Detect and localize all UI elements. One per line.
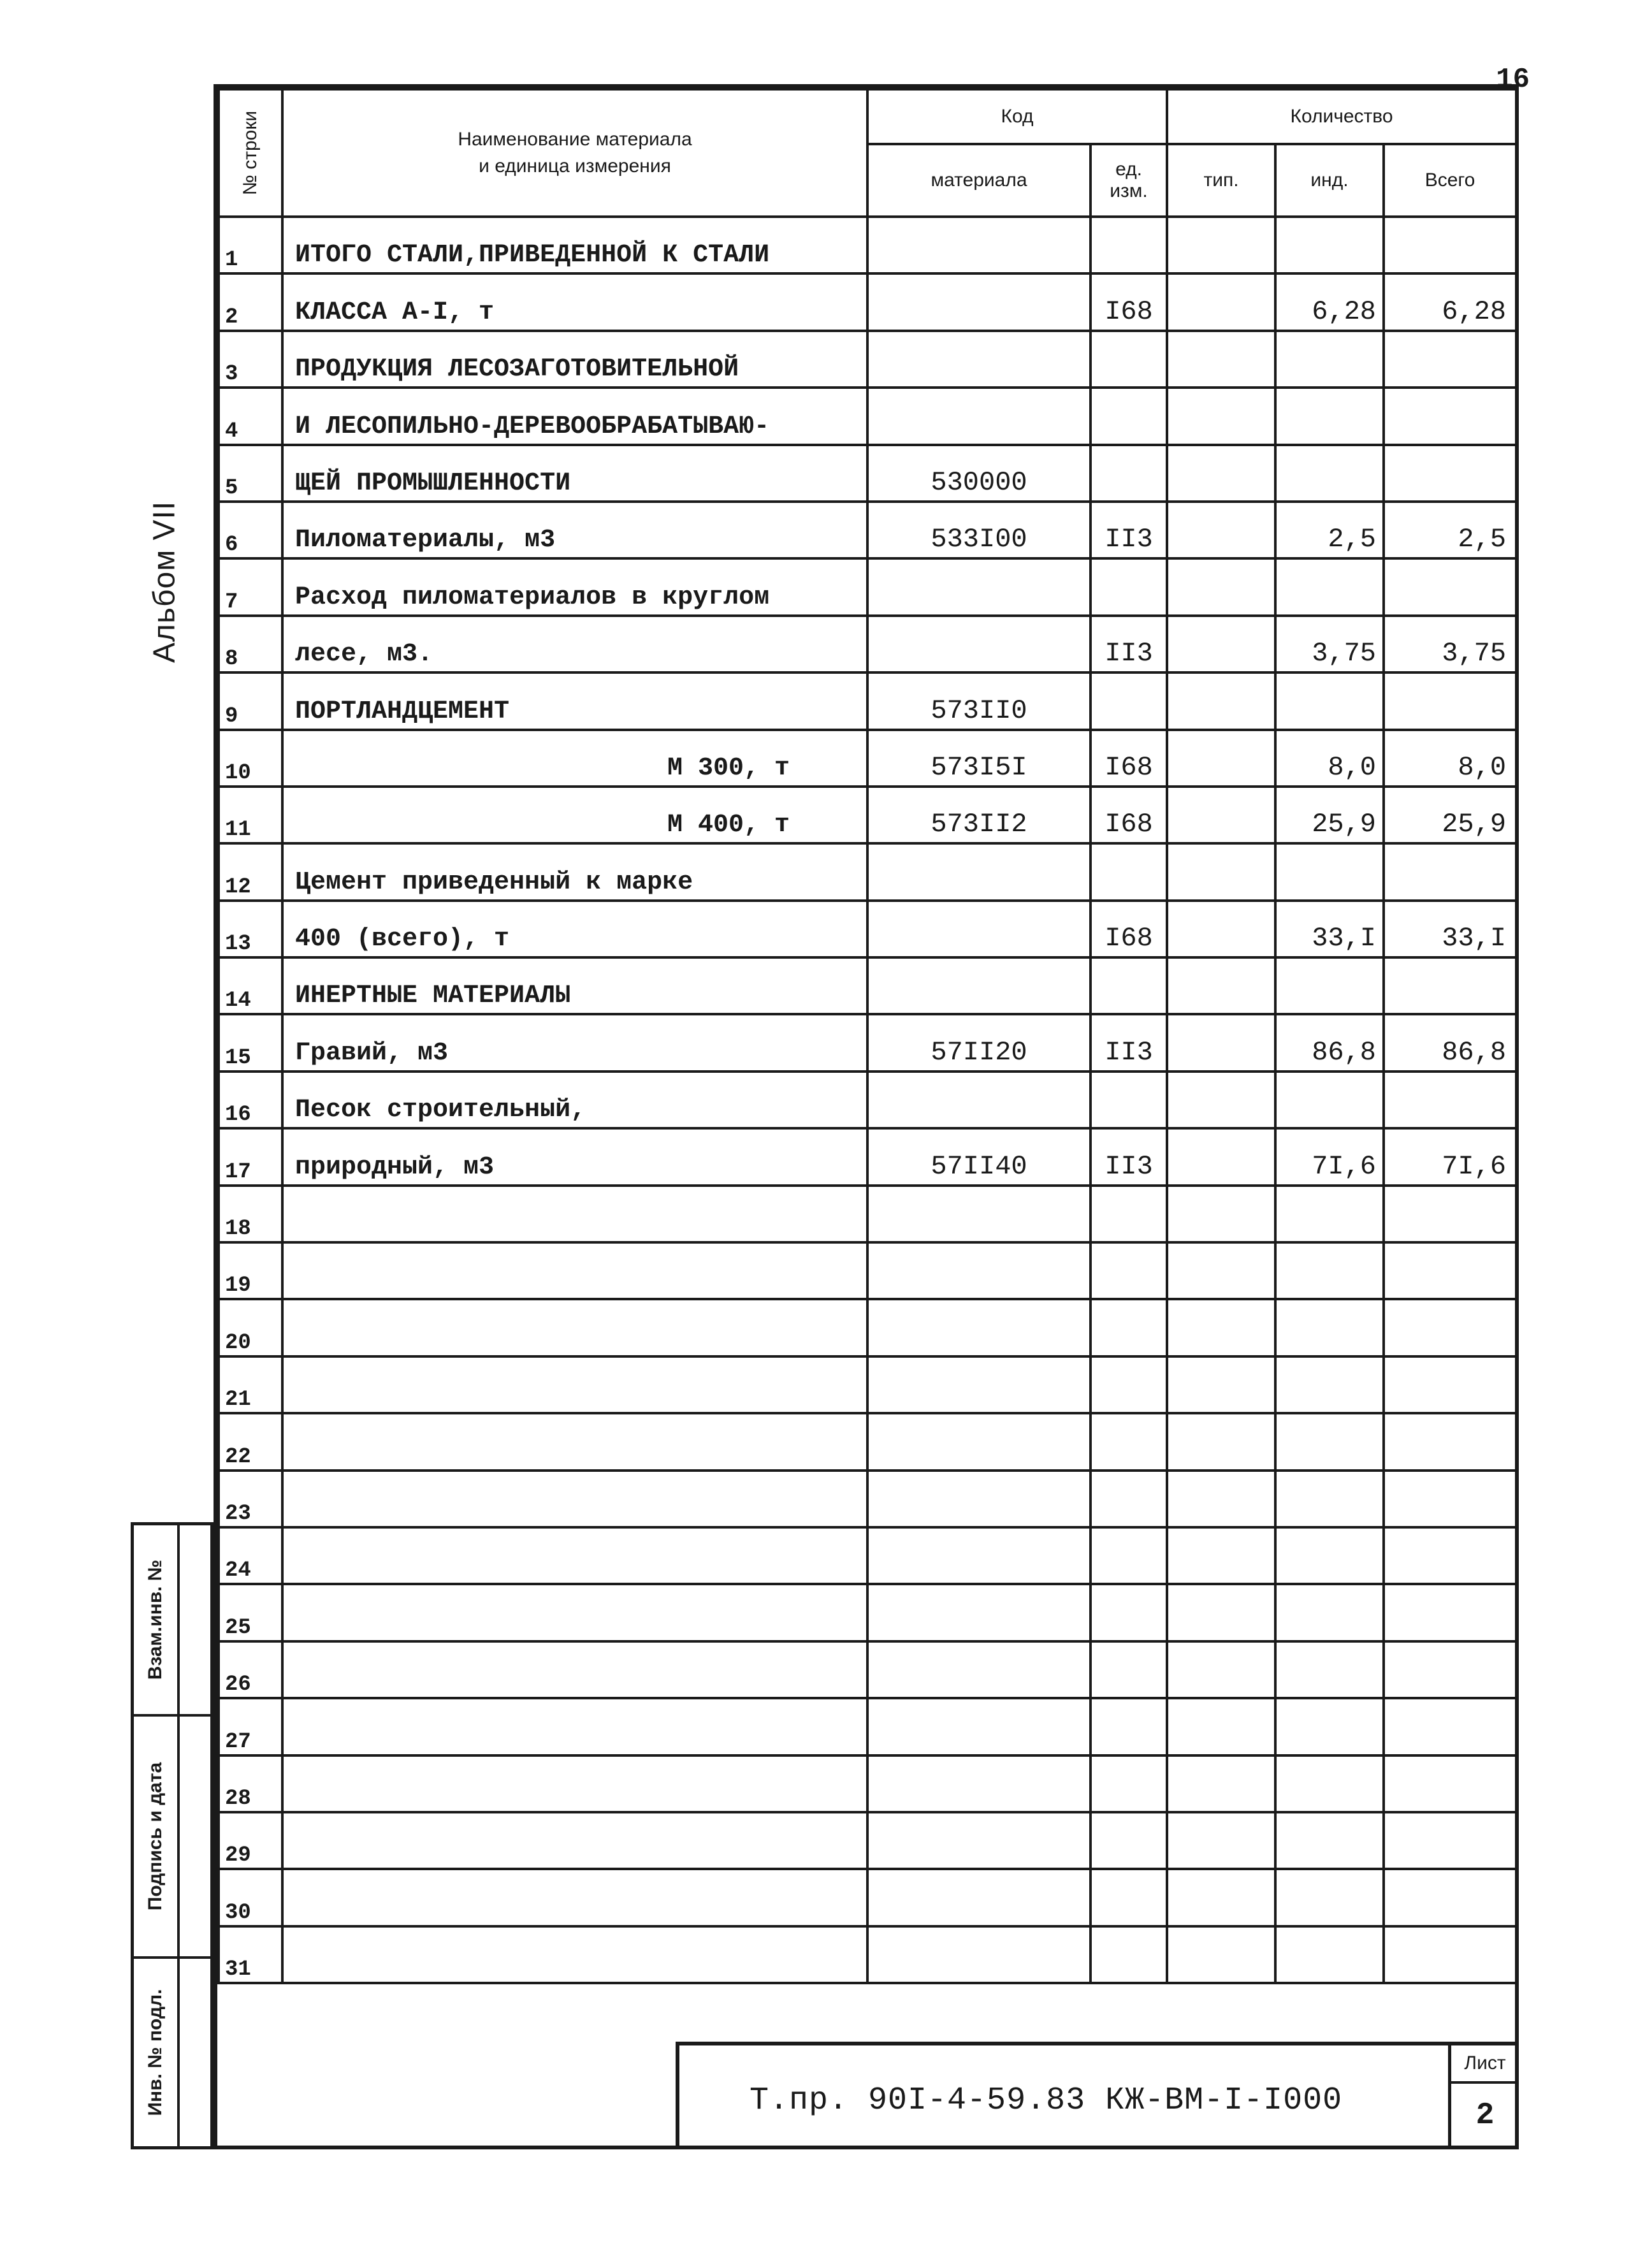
stamp-sign-date: Подпись и дата <box>134 1717 210 1959</box>
row-number: 9 <box>219 672 282 729</box>
material-name: лесе, м3. <box>282 616 867 672</box>
qty-typ <box>1167 1014 1275 1071</box>
material-name: ПРОДУКЦИЯ ЛЕСОЗАГОТОВИТЕЛЬНОЙ <box>282 331 867 388</box>
row-number: 13 <box>219 901 282 957</box>
row-number: 12 <box>219 843 282 900</box>
qty-total: 86,8 <box>1384 1014 1516 1071</box>
unit-code <box>1090 1072 1167 1128</box>
material-code: 57II20 <box>867 1014 1090 1071</box>
qty-typ <box>1167 388 1275 444</box>
row-number: 3 <box>219 331 282 388</box>
table-row <box>219 1471 1516 1527</box>
material-code <box>867 843 1090 900</box>
qty-ind <box>1275 1755 1384 1812</box>
row-number: 1 <box>219 217 282 273</box>
row-number: 23 <box>219 1471 282 1527</box>
qty-typ <box>1167 331 1275 388</box>
qty-ind <box>1275 1869 1384 1926</box>
material-code <box>867 1869 1090 1926</box>
sheet-label: Лист <box>1451 2045 1519 2084</box>
row-number: 4 <box>219 388 282 444</box>
qty-typ <box>1167 1128 1275 1185</box>
material-name: Песок строительный, <box>282 1072 867 1128</box>
material-code: 573II2 <box>867 787 1090 843</box>
qty-ind <box>1275 1584 1384 1641</box>
material-name <box>282 1527 867 1584</box>
material-name <box>282 1641 867 1698</box>
row-number: 2 <box>219 273 282 330</box>
material-name <box>282 1242 867 1299</box>
unit-code <box>1090 1242 1167 1299</box>
row-number: 7 <box>219 558 282 615</box>
unit-code <box>1090 672 1167 729</box>
unit-code <box>1090 1641 1167 1698</box>
qty-typ <box>1167 217 1275 273</box>
material-name: И ЛЕСОПИЛЬНО-ДЕРЕВООБРАБАТЫВАЮ- <box>282 388 867 444</box>
header-name: Наименование материала и единица измерения <box>282 89 867 217</box>
qty-total <box>1384 1186 1516 1242</box>
material-code <box>867 217 1090 273</box>
row-number: 31 <box>219 1926 282 1983</box>
qty-typ <box>1167 1072 1275 1128</box>
sheet-box <box>1448 2045 1519 2146</box>
unit-code: II3 <box>1090 502 1167 558</box>
row-number: 20 <box>219 1299 282 1356</box>
material-name <box>282 1584 867 1641</box>
qty-ind: 7I,6 <box>1275 1128 1384 1185</box>
qty-typ <box>1167 1698 1275 1755</box>
material-code <box>867 1299 1090 1356</box>
qty-ind: 2,5 <box>1275 502 1384 558</box>
qty-typ <box>1167 616 1275 672</box>
row-number: 28 <box>219 1755 282 1812</box>
stamp-inv-orig: Инв. № подл. <box>134 1959 210 2146</box>
row-number: 29 <box>219 1812 282 1869</box>
qty-ind <box>1275 217 1384 273</box>
qty-ind: 25,9 <box>1275 787 1384 843</box>
unit-code <box>1090 331 1167 388</box>
material-name <box>282 1926 867 1983</box>
material-code <box>867 1812 1090 1869</box>
table-row <box>219 901 1516 957</box>
qty-total: 6,28 <box>1384 273 1516 330</box>
unit-code <box>1090 217 1167 273</box>
material-code <box>867 1242 1090 1299</box>
qty-total <box>1384 445 1516 502</box>
unit-code <box>1090 388 1167 444</box>
qty-total <box>1384 1356 1516 1413</box>
unit-code: II3 <box>1090 1014 1167 1071</box>
unit-code <box>1090 445 1167 502</box>
qty-ind <box>1275 1926 1384 1983</box>
unit-code <box>1090 1186 1167 1242</box>
table-row <box>219 672 1516 729</box>
material-code <box>867 1698 1090 1755</box>
qty-total <box>1384 1812 1516 1869</box>
table-row <box>219 1356 1516 1413</box>
qty-total: 25,9 <box>1384 787 1516 843</box>
qty-ind <box>1275 957 1384 1014</box>
material-code <box>867 1926 1090 1983</box>
stamp-inv-replace: Взам.инв. № <box>134 1525 210 1717</box>
qty-total <box>1384 1584 1516 1641</box>
unit-code <box>1090 1527 1167 1584</box>
qty-ind <box>1275 1641 1384 1698</box>
unit-code: I68 <box>1090 901 1167 957</box>
title-block <box>676 2042 1519 2149</box>
header-qty-typ: тип. <box>1167 144 1275 217</box>
row-number: 22 <box>219 1413 282 1470</box>
qty-typ <box>1167 1755 1275 1812</box>
unit-code <box>1090 843 1167 900</box>
material-code <box>867 1072 1090 1128</box>
row-number: 26 <box>219 1641 282 1698</box>
qty-typ <box>1167 558 1275 615</box>
row-number: 21 <box>219 1356 282 1413</box>
qty-total: 2,5 <box>1384 502 1516 558</box>
qty-ind: 6,28 <box>1275 273 1384 330</box>
unit-code <box>1090 1584 1167 1641</box>
qty-typ <box>1167 843 1275 900</box>
row-number: 25 <box>219 1584 282 1641</box>
qty-typ <box>1167 1527 1275 1584</box>
qty-ind <box>1275 1812 1384 1869</box>
page-number: 16 <box>1496 64 1530 96</box>
qty-total <box>1384 1698 1516 1755</box>
header-code-unit: ед. изм. <box>1090 144 1167 217</box>
unit-code <box>1090 1869 1167 1926</box>
material-name: Расход пиломатериалов в круглом <box>282 558 867 615</box>
qty-typ <box>1167 1926 1275 1983</box>
unit-code <box>1090 1356 1167 1413</box>
row-number: 10 <box>219 730 282 787</box>
qty-total <box>1384 1926 1516 1983</box>
document-code: Т.пр. 90I-4-59.83 КЖ-ВМ-I-I000 <box>750 2082 1343 2119</box>
unit-code: II3 <box>1090 616 1167 672</box>
qty-total: 7I,6 <box>1384 1128 1516 1185</box>
row-number: 27 <box>219 1698 282 1755</box>
table-row <box>219 388 1516 444</box>
qty-total <box>1384 217 1516 273</box>
row-number: 5 <box>219 445 282 502</box>
qty-ind <box>1275 1356 1384 1413</box>
material-name: Цемент приведенный к марке <box>282 843 867 900</box>
qty-typ <box>1167 445 1275 502</box>
qty-ind <box>1275 1413 1384 1470</box>
row-number: 18 <box>219 1186 282 1242</box>
qty-typ <box>1167 1413 1275 1470</box>
material-name <box>282 1869 867 1926</box>
qty-total <box>1384 388 1516 444</box>
table-row <box>219 1527 1516 1584</box>
material-code <box>867 616 1090 672</box>
table-row <box>219 843 1516 900</box>
material-code: 573I5I <box>867 730 1090 787</box>
material-code <box>867 957 1090 1014</box>
qty-typ <box>1167 1299 1275 1356</box>
qty-ind <box>1275 1527 1384 1584</box>
qty-total <box>1384 331 1516 388</box>
row-number: 6 <box>219 502 282 558</box>
material-name <box>282 1413 867 1470</box>
row-number: 19 <box>219 1242 282 1299</box>
material-code <box>867 388 1090 444</box>
material-code <box>867 1413 1090 1470</box>
album-label: Альбом VII <box>147 500 182 663</box>
qty-total <box>1384 1869 1516 1926</box>
table-row <box>219 445 1516 502</box>
qty-ind <box>1275 1471 1384 1527</box>
material-code <box>867 1641 1090 1698</box>
qty-typ <box>1167 502 1275 558</box>
material-name: ЩЕЙ ПРОМЫШЛЕННОСТИ <box>282 445 867 502</box>
table-row <box>219 1299 1516 1356</box>
qty-ind <box>1275 1072 1384 1128</box>
qty-typ <box>1167 901 1275 957</box>
material-name: М 400, т <box>282 787 867 843</box>
material-name: КЛАССА А-I, т <box>282 273 867 330</box>
qty-ind: 33,I <box>1275 901 1384 957</box>
table-row <box>219 1812 1516 1869</box>
material-name <box>282 1186 867 1242</box>
table-row <box>219 1072 1516 1128</box>
qty-total <box>1384 1641 1516 1698</box>
table-row <box>219 502 1516 558</box>
qty-total <box>1384 1755 1516 1812</box>
qty-total <box>1384 1413 1516 1470</box>
qty-typ <box>1167 1471 1275 1527</box>
table-row <box>219 331 1516 388</box>
header-code-group: Код <box>867 89 1167 144</box>
header-qty-total: Всего <box>1384 144 1516 217</box>
material-code <box>867 1186 1090 1242</box>
qty-typ <box>1167 787 1275 843</box>
table-row <box>219 1869 1516 1926</box>
table-row <box>219 730 1516 787</box>
material-name <box>282 1356 867 1413</box>
qty-ind <box>1275 843 1384 900</box>
material-name: М 300, т <box>282 730 867 787</box>
qty-ind: 3,75 <box>1275 616 1384 672</box>
unit-code <box>1090 1413 1167 1470</box>
qty-total <box>1384 1242 1516 1299</box>
material-name: Гравий, м3 <box>282 1014 867 1071</box>
table-row <box>219 616 1516 672</box>
header-qty-ind: инд. <box>1275 144 1384 217</box>
table-row <box>219 1186 1516 1242</box>
row-number: 15 <box>219 1014 282 1071</box>
qty-ind: 8,0 <box>1275 730 1384 787</box>
unit-code: I68 <box>1090 273 1167 330</box>
qty-ind <box>1275 1299 1384 1356</box>
qty-ind <box>1275 1186 1384 1242</box>
qty-total <box>1384 558 1516 615</box>
material-code <box>867 1755 1090 1812</box>
qty-typ <box>1167 1584 1275 1641</box>
qty-ind: 86,8 <box>1275 1014 1384 1071</box>
material-code <box>867 1527 1090 1584</box>
material-name: 400 (всего), т <box>282 901 867 957</box>
material-code <box>867 1584 1090 1641</box>
qty-total: 8,0 <box>1384 730 1516 787</box>
table-row <box>219 273 1516 330</box>
unit-code <box>1090 558 1167 615</box>
table-row <box>219 1242 1516 1299</box>
material-code <box>867 558 1090 615</box>
qty-typ <box>1167 1356 1275 1413</box>
table-row <box>219 1413 1516 1470</box>
material-name <box>282 1471 867 1527</box>
qty-typ <box>1167 957 1275 1014</box>
material-name <box>282 1299 867 1356</box>
materials-table <box>217 88 1518 1984</box>
table-row <box>219 957 1516 1014</box>
qty-total: 3,75 <box>1384 616 1516 672</box>
qty-typ <box>1167 730 1275 787</box>
material-name: ИНЕРТНЫЕ МАТЕРИАЛЫ <box>282 957 867 1014</box>
material-code <box>867 1471 1090 1527</box>
material-code: 57II40 <box>867 1128 1090 1185</box>
table-row <box>219 1755 1516 1812</box>
unit-code <box>1090 1926 1167 1983</box>
qty-typ <box>1167 1186 1275 1242</box>
unit-code: I68 <box>1090 787 1167 843</box>
table-row <box>219 217 1516 273</box>
row-number: 30 <box>219 1869 282 1926</box>
table-row <box>219 1014 1516 1071</box>
qty-ind <box>1275 1698 1384 1755</box>
qty-ind <box>1275 1242 1384 1299</box>
unit-code <box>1090 1299 1167 1356</box>
qty-typ <box>1167 1869 1275 1926</box>
row-number: 8 <box>219 616 282 672</box>
unit-code: II3 <box>1090 1128 1167 1185</box>
qty-total <box>1384 1471 1516 1527</box>
header-row-number: № строки <box>219 89 282 217</box>
qty-ind <box>1275 331 1384 388</box>
unit-code <box>1090 1471 1167 1527</box>
row-number: 17 <box>219 1128 282 1185</box>
qty-typ <box>1167 1242 1275 1299</box>
material-name <box>282 1755 867 1812</box>
qty-total <box>1384 957 1516 1014</box>
qty-ind <box>1275 558 1384 615</box>
qty-total <box>1384 1299 1516 1356</box>
qty-typ <box>1167 273 1275 330</box>
row-number: 14 <box>219 957 282 1014</box>
qty-total <box>1384 1527 1516 1584</box>
material-code <box>867 331 1090 388</box>
material-code: 530000 <box>867 445 1090 502</box>
qty-typ <box>1167 672 1275 729</box>
table-body <box>219 217 1516 1983</box>
material-name: природный, м3 <box>282 1128 867 1185</box>
qty-total <box>1384 672 1516 729</box>
qty-total: 33,I <box>1384 901 1516 957</box>
unit-code <box>1090 957 1167 1014</box>
material-name: ПОРТЛАНДЦЕМЕНТ <box>282 672 867 729</box>
qty-ind <box>1275 672 1384 729</box>
material-code: 533I00 <box>867 502 1090 558</box>
row-number: 16 <box>219 1072 282 1128</box>
material-name: ИТОГО СТАЛИ,ПРИВЕДЕННОЙ К СТАЛИ <box>282 217 867 273</box>
qty-typ <box>1167 1641 1275 1698</box>
qty-total <box>1384 843 1516 900</box>
unit-code <box>1090 1812 1167 1869</box>
row-number: 24 <box>219 1527 282 1584</box>
table-row <box>219 787 1516 843</box>
side-stamp <box>131 1522 214 2149</box>
table-row <box>219 558 1516 615</box>
unit-code: I68 <box>1090 730 1167 787</box>
table-row <box>219 1641 1516 1698</box>
header-quantity-group: Количество <box>1167 89 1516 144</box>
material-name: Пиломатериалы, м3 <box>282 502 867 558</box>
material-code <box>867 273 1090 330</box>
material-name <box>282 1812 867 1869</box>
unit-code <box>1090 1698 1167 1755</box>
header-code-material: материала <box>867 144 1090 217</box>
material-code: 573II0 <box>867 672 1090 729</box>
material-name <box>282 1698 867 1755</box>
sheet-number: 2 <box>1475 2098 1495 2133</box>
table-row <box>219 1584 1516 1641</box>
table-row <box>219 1128 1516 1185</box>
qty-ind <box>1275 388 1384 444</box>
qty-typ <box>1167 1812 1275 1869</box>
qty-ind <box>1275 445 1384 502</box>
qty-total <box>1384 1072 1516 1128</box>
material-code <box>867 901 1090 957</box>
table-row <box>219 1698 1516 1755</box>
unit-code <box>1090 1755 1167 1812</box>
table-row <box>219 1926 1516 1983</box>
material-code <box>867 1356 1090 1413</box>
row-number: 11 <box>219 787 282 843</box>
